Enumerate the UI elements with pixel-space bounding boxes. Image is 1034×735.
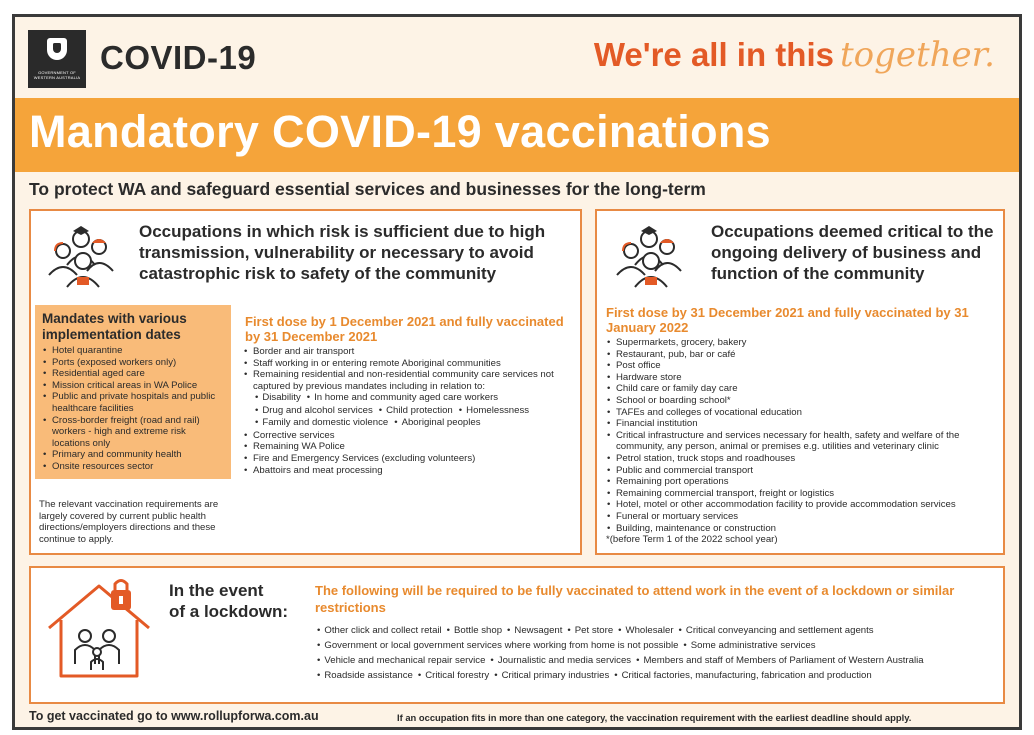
list-item: • Critical forestry [418, 670, 489, 681]
header [15, 17, 1019, 97]
list-item: • Critical factories, manufacturing, fabrication and production [614, 670, 871, 681]
list-item: • Public and commercial transport [606, 465, 1003, 477]
crest-icon [47, 38, 67, 60]
list-item: • Public and private hospitals and public healthcare facilities [42, 391, 224, 414]
list-item: • TAFEs and colleges of vocational education [606, 407, 1003, 419]
wa-government-logo [28, 30, 86, 88]
list-item: • Newsagent [507, 625, 562, 636]
panel-lockdown [29, 566, 1005, 704]
tagline [594, 35, 995, 75]
vaccination-link-text: To get vaccinated go to www.rollupforwa.com.au [29, 709, 319, 723]
house-family-icon [43, 576, 155, 684]
page-title: Mandatory COVID-19 vaccinations [29, 106, 771, 157]
mandates-note: The relevant vaccination requirements are largely covered by current public health directions/employers directions and these continue to apply. [39, 499, 219, 545]
list-item: • Residential aged care [42, 368, 224, 380]
poster-frame [12, 14, 1022, 730]
list-item: • Pet store [567, 625, 613, 636]
list-item: • Staff working in or entering remote Aboriginal communities [243, 358, 578, 370]
mandates-box [35, 305, 231, 479]
list-item: • Some administrative services [683, 640, 815, 651]
list-item: • Restaurant, pub, bar or café [606, 349, 1003, 361]
panel-left-title: Occupations in which risk is sufficient due to high transmission, vulnerability or necessary to avoid catastrophic risk to safety of the community [139, 222, 546, 283]
sub-list-row [243, 405, 578, 418]
panel-left-dose-heading: First dose by 1 December 2021 and fully vaccinated by 31 December 2021 [245, 314, 564, 344]
list-item: • Border and air transport [243, 346, 578, 358]
list-item: • Disability [255, 392, 301, 403]
list-item: • Critical infrastructure and services necessary for health, safety and welfare of the community, any person, animal or premises e.g. utilities and veterinary clinic [606, 430, 1003, 453]
list-item: • Wholesaler [618, 625, 673, 636]
list-item: • Remaining WA Police [243, 441, 578, 453]
title-banner [15, 98, 1019, 172]
list-item: • Cross-border freight (road and rail) workers - high and extreme risk locations only [42, 415, 224, 450]
logo-text: GOVERNMENT OF WESTERN AUSTRALIA [33, 70, 81, 80]
panel-high-risk-occupations [29, 209, 582, 555]
panel-critical-occupations [595, 209, 1005, 555]
list-item: • Members and staff of Members of Parliament of Western Australia [636, 655, 923, 666]
lockdown-title-line2: of a lockdown: [169, 602, 288, 621]
list-item: • Corrective services [243, 430, 578, 442]
list-item: • Building, maintenance or construction [606, 523, 1003, 535]
list-item: • Supermarkets, grocery, bakery [606, 337, 1003, 349]
list-item: • Mission critical areas in WA Police [42, 380, 224, 392]
list-item: • Family and domestic violence [255, 417, 388, 428]
list-item: • In home and community aged care workers [307, 392, 498, 403]
list-item: • Remaining residential and non-residential community care services not captured by previous mandates including in relation to: [243, 369, 578, 392]
tagline-main: We're all in this [593, 36, 834, 73]
list-item: • Hardware store [606, 372, 1003, 384]
list-item: • Fire and Emergency Services (excluding volunteers) [243, 453, 578, 465]
sub-list-row [243, 392, 578, 405]
list-item: • Hotel quarantine [42, 345, 224, 357]
list-item: • Remaining commercial transport, freight or logistics [606, 488, 1003, 500]
lockdown-row [317, 668, 1007, 683]
list-item: • Funeral or mortuary services [606, 511, 1003, 523]
sub-list-row [243, 417, 578, 430]
lockdown-row [317, 653, 1007, 668]
list-item: • Ports (exposed workers only) [42, 357, 224, 369]
lockdown-title-line1: In the event [169, 581, 264, 600]
list-item: • Hotel, motel or other accommodation facility to provide accommodation services [606, 499, 1003, 511]
list-item: • School or boarding school* [606, 395, 1003, 407]
lockdown-list [317, 623, 1007, 683]
list-item: • Roadside assistance [317, 670, 413, 681]
list-item: • Critical conveyancing and settlement agents [679, 625, 874, 636]
lockdown-title [169, 580, 288, 622]
list-item: • Bottle shop [447, 625, 502, 636]
list-item: • Remaining port operations [606, 476, 1003, 488]
list-item: • Government or local government services where working from home is not possible [317, 640, 678, 651]
list-item: • Financial institution [606, 418, 1003, 430]
panel-right-list [606, 337, 1003, 546]
lockdown-row [317, 638, 1007, 653]
list-item: • Critical primary industries [494, 670, 609, 681]
list-item: • Onsite resources sector [42, 461, 224, 473]
list-item: • Primary and community health [42, 449, 224, 461]
mandates-heading: Mandates with various implementation dates [42, 311, 187, 342]
workers-group-icon [609, 221, 689, 289]
list-item: • Drug and alcohol services [255, 405, 373, 416]
list-item: • Child care or family day care [606, 383, 1003, 395]
lockdown-row [317, 623, 1007, 638]
covid-title: COVID-19 [100, 39, 257, 76]
list-item: • Journalistic and media services [490, 655, 631, 666]
list-item: • Post office [606, 360, 1003, 372]
list-item: • Abattoirs and meat processing [243, 465, 578, 477]
mandates-list [42, 345, 224, 473]
list-item: • Petrol station, truck stops and roadhouses [606, 453, 1003, 465]
workers-group-icon [41, 221, 121, 289]
list-item: • Other click and collect retail [317, 625, 442, 636]
panel-right-title: Occupations deemed critical to the ongoing delivery of business and function of the community [711, 222, 994, 283]
panel-left-list [243, 346, 578, 476]
panel-right-dose-heading: First dose by 31 December 2021 and fully vaccinated by 31 January 2022 [606, 305, 969, 335]
list-item: • Aboriginal peoples [394, 417, 480, 428]
list-item: • Vehicle and mechanical repair service [317, 655, 485, 666]
tagline-script: together. [839, 35, 995, 75]
subtitle: To protect WA and safeguard essential services and businesses for the long-term [29, 179, 706, 199]
list-item: • Child protection [379, 405, 453, 416]
school-footnote: *(before Term 1 of the 2022 school year) [606, 534, 778, 546]
lockdown-heading: The following will be required to be fully vaccinated to attend work in the event of a lockdown or similar restrictions [315, 583, 955, 615]
earliest-deadline-note: If an occupation fits in more than one category, the vaccination requirement with the earliest deadline should apply. [397, 712, 912, 723]
list-item: • Homelessness [459, 405, 529, 416]
